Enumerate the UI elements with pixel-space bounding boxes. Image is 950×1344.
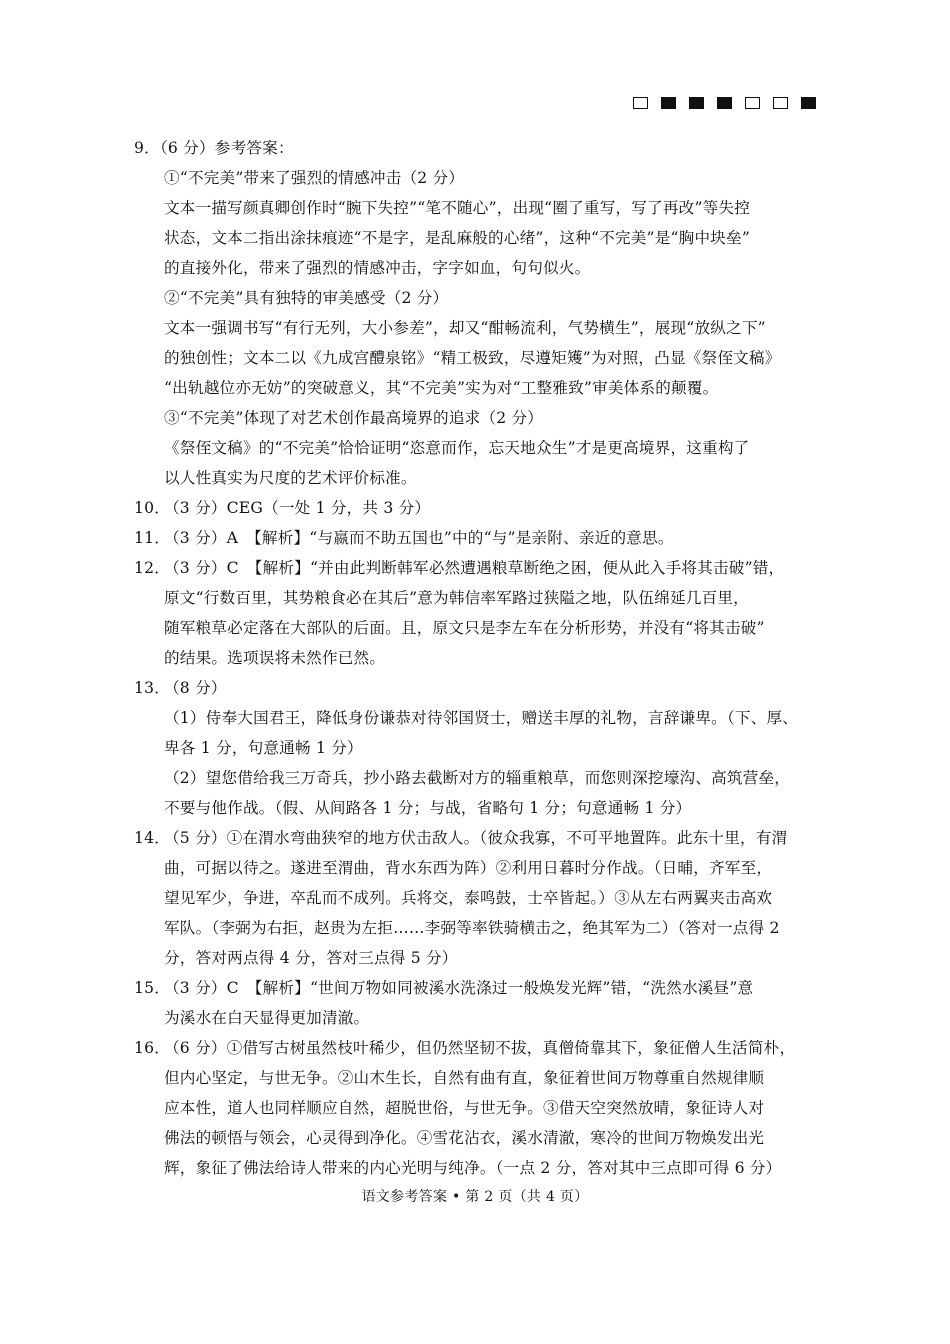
answer-text: （3 分）CEG（一处 1 分，共 3 分） — [164, 499, 431, 517]
question-number: 11． — [134, 529, 171, 547]
q16-line: 佛法的顿悟与领会，心灵得到净化。④雪花沾衣，溪水清澈，寒冷的世间万物焕发出光 — [164, 1129, 765, 1147]
q9-point2-heading: ②“不完美”具有独特的审美感受（2 分） — [164, 289, 449, 307]
question-number: 16． — [134, 1039, 171, 1057]
q9-point1-line: 的直接外化，带来了强烈的情感冲击，字字如血，句句似火。 — [164, 259, 591, 277]
mark-empty — [745, 97, 760, 109]
answer-content — [134, 133, 818, 1183]
q13-answer — [134, 673, 818, 703]
q10-answer — [134, 493, 818, 523]
answer-text: （6 分）①借写古树虽然枝叶稀少，但仍然坚韧不拔，真僧倚靠其下，象征僧人生活简朴， — [164, 1039, 796, 1057]
q9-point2-line: 文本一强调书写“有行无列，大小参差”，却又“酣畅流利，气势横生”，展现“放纵之下” — [164, 319, 766, 337]
question-number: 15． — [134, 979, 171, 997]
q13-sub2-line: （2）望您借给我三万奇兵，抄小路去截断对方的辎重粮草，而您则深挖壕沟、高筑营垒， — [164, 769, 791, 787]
q12-line: 随军粮草必定落在大部队的后面。且，原文只是李左车在分析形势，并没有“将其击破” — [164, 619, 765, 637]
q14-line: 军队。（李弼为右拒，赵贵为左拒……李弼等率铁骑横击之，绝其军为二）（答对一点得 2 — [164, 919, 780, 937]
mark-filled — [661, 97, 676, 109]
q16-line: 辉，象征了佛法给诗人带来的内心光明与纯净。（一点 2 分，答对其中三点即可得 6 分） — [164, 1159, 782, 1177]
q12-answer — [134, 553, 818, 583]
q16-line: 应本性，道人也同样顺应自然，超脱世俗，与世无争。③借天空突然放晴，象征诗人对 — [164, 1099, 765, 1117]
question-number: 13． — [134, 679, 171, 697]
q16-answer — [134, 1033, 818, 1063]
mark-filled — [717, 97, 732, 109]
q12-line: 的结果。选项误将未然作已然。 — [164, 649, 386, 667]
q15-line: 为溪水在白天显得更加清澈。 — [164, 1009, 370, 1027]
q9-point1-heading: ①“不完美”带来了强烈的情感冲击（2 分） — [164, 169, 465, 187]
q9-point3-line: 以人性真实为尺度的艺术评价标准。 — [164, 469, 417, 487]
q9-point1-line: 状态，文本二指出涂抹痕迹“不是字，是乱麻般的心绪”，这种“不完美”是“胸中块垒” — [164, 229, 751, 247]
mark-filled — [689, 97, 704, 109]
q13-sub1-line: （1）侍奉大国君王，降低身份谦恭对待邻国贤士，赠送丰厚的礼物，言辞谦卑。（下、厚、 — [164, 709, 799, 727]
q15-answer — [134, 973, 818, 1003]
mark-empty — [773, 97, 788, 109]
q9-point2-line: “出轨越位亦无妨”的突破意义，其“不完美”实为对“工整雅致”审美体系的颠覆。 — [164, 379, 719, 397]
q9-title: 9．（6 分）参考答案： — [134, 139, 294, 157]
question-number: 10． — [134, 499, 171, 517]
q13-sub2-line: 不要与他作战。（假、从间路各 1 分；与战，省略句 1 分；句意通畅 1 分） — [164, 799, 692, 817]
answer-text: （3 分）A 【解析】“与嬴而不助五国也”中的“与”是亲附、亲近的意思。 — [164, 529, 674, 547]
q13-sub1-line: 卑各 1 分，句意通畅 1 分） — [164, 739, 363, 757]
q9-point3-heading: ③“不完美”体现了对艺术创作最高境界的追求（2 分） — [164, 409, 544, 427]
mark-empty — [633, 97, 648, 109]
q14-answer — [134, 823, 818, 853]
q14-line: 曲，可据以待之。遂进至渭曲，背水东西为阵）②利用日暮时分作战。（日晡，齐军至， — [164, 859, 773, 877]
page-footer: 语文参考答案 • 第 2 页（共 4 页） — [361, 1189, 589, 1205]
q14-line: 望见军少，争进，卒乱而不成列。兵将交，泰鸣鼓，士卒皆起。）③从左右两翼夹击高欢 — [164, 889, 773, 907]
answer-text: （8 分） — [164, 679, 227, 697]
answer-text: （3 分）C 【解析】“并由此判断韩军必然遭遇粮草断绝之困，便从此入手将其击破”错， — [164, 559, 785, 577]
answer-text: （3 分）C 【解析】“世间万物如同被溪水洗涤过一般焕发光辉”错，“洗然水溪昼”意 — [164, 979, 754, 997]
q14-line: 分，答对两点得 4 分，答对三点得 5 分） — [164, 949, 458, 967]
q12-line: 原文“行数百里，其势粮食必在其后”意为韩信率军路过狭隘之地，队伍绵延几百里， — [164, 589, 749, 607]
q9-point2-line: 的独创性；文本二以《九成宫醴泉铭》“精工极致，尽遵矩矱”为对照，凸显《祭侄文稿》 — [164, 349, 781, 367]
question-number: 14． — [134, 829, 171, 847]
question-number: 12． — [134, 559, 171, 577]
mark-filled — [801, 97, 816, 109]
q9-point3-line: 《祭侄文稿》的“不完美”恰恰证明“恣意而作，忘天地众生”才是更高境界，这重构了 — [164, 439, 750, 457]
q16-line: 但内心坚定，与世无争。②山木生长，自然有曲有直，象征着世间万物尊重自然规律顺 — [164, 1069, 765, 1087]
answer-text: （5 分）①在渭水弯曲狭窄的地方伏击敌人。（彼众我寡，不可平地置阵。此东十里，有渭 — [164, 829, 788, 847]
q11-answer — [134, 523, 818, 553]
q9-point1-line: 文本一描写颜真卿创作时“腕下失控”“笔不随心”，出现“圈了重写，写了再改”等失控 — [164, 199, 751, 217]
